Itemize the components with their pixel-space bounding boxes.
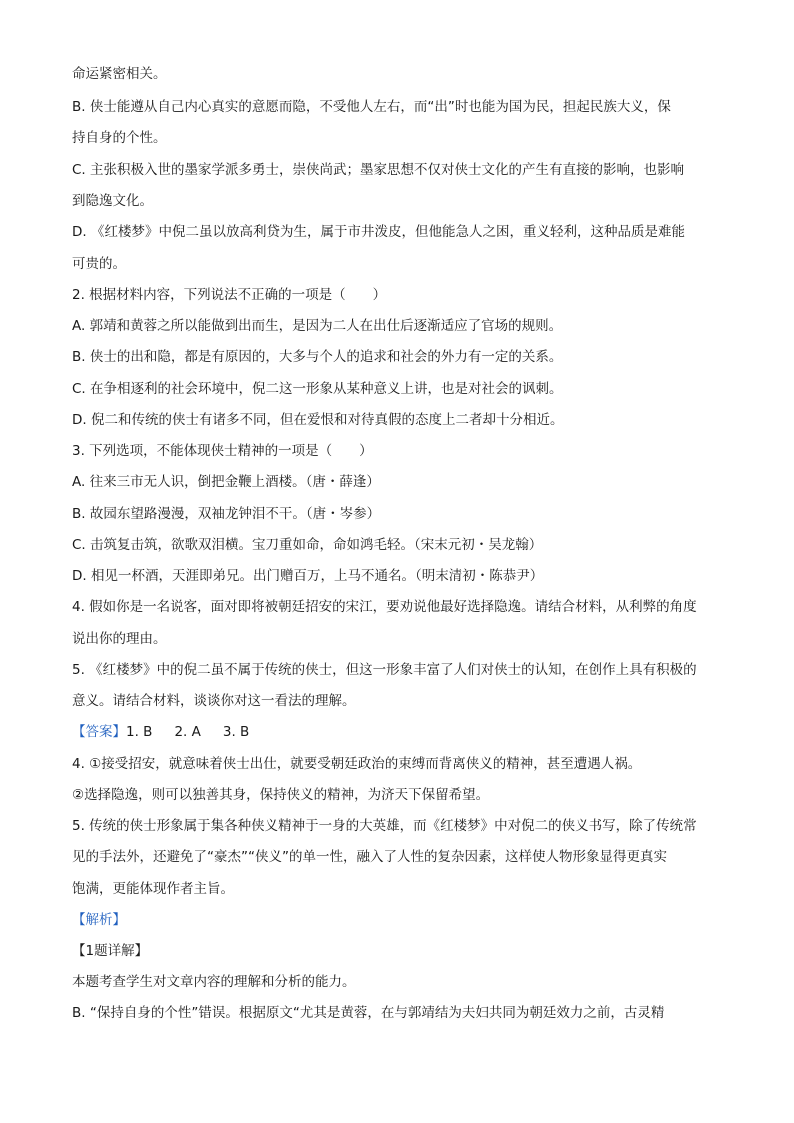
q4-line1: 4. 假如你是一名说客，面对即将被朝廷招安的宋江，要劝说他最好选择隐逸。请结合材料，从利弊的角度 <box>72 599 697 615</box>
answer-2: 2. A <box>174 724 201 740</box>
q1-option-b-line1: B. 侠士能遵从自己内心真实的意愿而隐，不受他人左右，而“出”时也能为国为民，担起民族大义，保 <box>72 99 671 115</box>
answer-1: 1. B <box>126 724 153 740</box>
answer-5-line3: 饱满，更能体现作者主旨。 <box>72 881 234 897</box>
answer-4-line1: 4. ①接受招安，就意味着侠士出仕，就要受朝廷政治的束缚而背离侠义的精神，甚至遭遇人祸。 <box>72 756 642 772</box>
q1-option-c-line1: C. 主张积极入世的墨家学派多勇士，崇侠尚武；墨家思想不仅对侠士文化的产生有直接的影响，也影响 <box>72 162 685 178</box>
q2-option-c: C. 在争相逐利的社会环境中，倪二这一形象从某种意义上讲，也是对社会的讽刺。 <box>72 381 563 397</box>
q1-option-d-line1: D. 《红楼梦》中倪二虽以放高利贷为生，属于市井泼皮，但他能急人之困，重义轻利，这种品质是难能 <box>72 224 685 240</box>
q1-option-b-line2: 持自身的个性。 <box>72 130 167 146</box>
q2-stem: 2. 根据材料内容，下列说法不正确的一项是（ ） <box>72 287 387 303</box>
q3-stem: 3. 下列选项，不能体现侠士精神的一项是（ ） <box>72 443 373 459</box>
answer-tag: 【答案】 <box>72 724 126 740</box>
answer-4-line2: ②选择隐逸，则可以独善其身，保持侠义的精神，为济天下保留希望。 <box>72 787 490 803</box>
analysis-tag: 【解析】 <box>72 912 126 928</box>
q3-option-c: C. 击筑复击筑，欲歌双泪横。宝刀重如命，命如鸿毛轻。（宋末元初・吴龙翰） <box>72 537 543 553</box>
answer-3: 3. B <box>222 724 250 740</box>
analysis-paragraph-2: B. “保持自身的个性”错误。根据原文“尤其是黄蓉，在与郭靖结为夫妇共同为朝廷效力之前，古灵精 <box>72 1005 665 1021</box>
q1-option-d-line2: 可贵的。 <box>72 256 126 272</box>
q5-line1: 5. 《红楼梦》中的倪二虽不属于传统的侠士，但这一形象丰富了人们对侠士的认知，在创作上具有积极的 <box>72 662 697 678</box>
answer-5-line1: 5. 传统的侠士形象属于集各种侠义精神于一身的大英雄，而《红楼梦》中对倪二的侠义书写，除了传统常 <box>72 818 697 834</box>
q1-option-a-end: 命运紧密相关。 <box>72 66 167 82</box>
q2-option-d: D. 倪二和传统的侠士有诸多不同，但在爱恨和对待真假的态度上二者却十分相近。 <box>72 412 564 428</box>
answer-5-line2: 见的手法外，还避免了“豪杰”“侠义”的单一性，融入了人性的复杂因素，这样使人物形象显得更真实 <box>72 849 667 865</box>
analysis-q1-tag: 【1题详解】 <box>72 943 149 959</box>
q2-option-a: A. 郭靖和黄蓉之所以能做到出而生，是因为二人在出仕后逐渐适应了官场的规则。 <box>72 318 563 334</box>
q3-option-b: B. 故园东望路漫漫，双袖龙钟泪不干。（唐・岑参） <box>72 506 381 522</box>
q1-option-c-line2: 到隐逸文化。 <box>72 193 153 209</box>
q4-line2: 说出你的理由。 <box>72 631 167 647</box>
q3-option-d: D. 相见一杯酒，天涯即弟兄。出门赠百万，上马不通名。（明末清初・陈恭尹） <box>72 568 544 584</box>
q5-line2: 意义。请结合材料，谈谈你对这一看法的理解。 <box>72 693 356 709</box>
answer-row <box>72 722 722 742</box>
analysis-paragraph-1: 本题考查学生对文章内容的理解和分析的能力。 <box>72 974 356 990</box>
q3-option-a: A. 往来三市无人识，倒把金鞭上酒楼。（唐・薛逢） <box>72 474 380 490</box>
q2-option-b: B. 侠士的出和隐，都是有原因的，大多与个人的追求和社会的外力有一定的关系。 <box>72 349 563 365</box>
